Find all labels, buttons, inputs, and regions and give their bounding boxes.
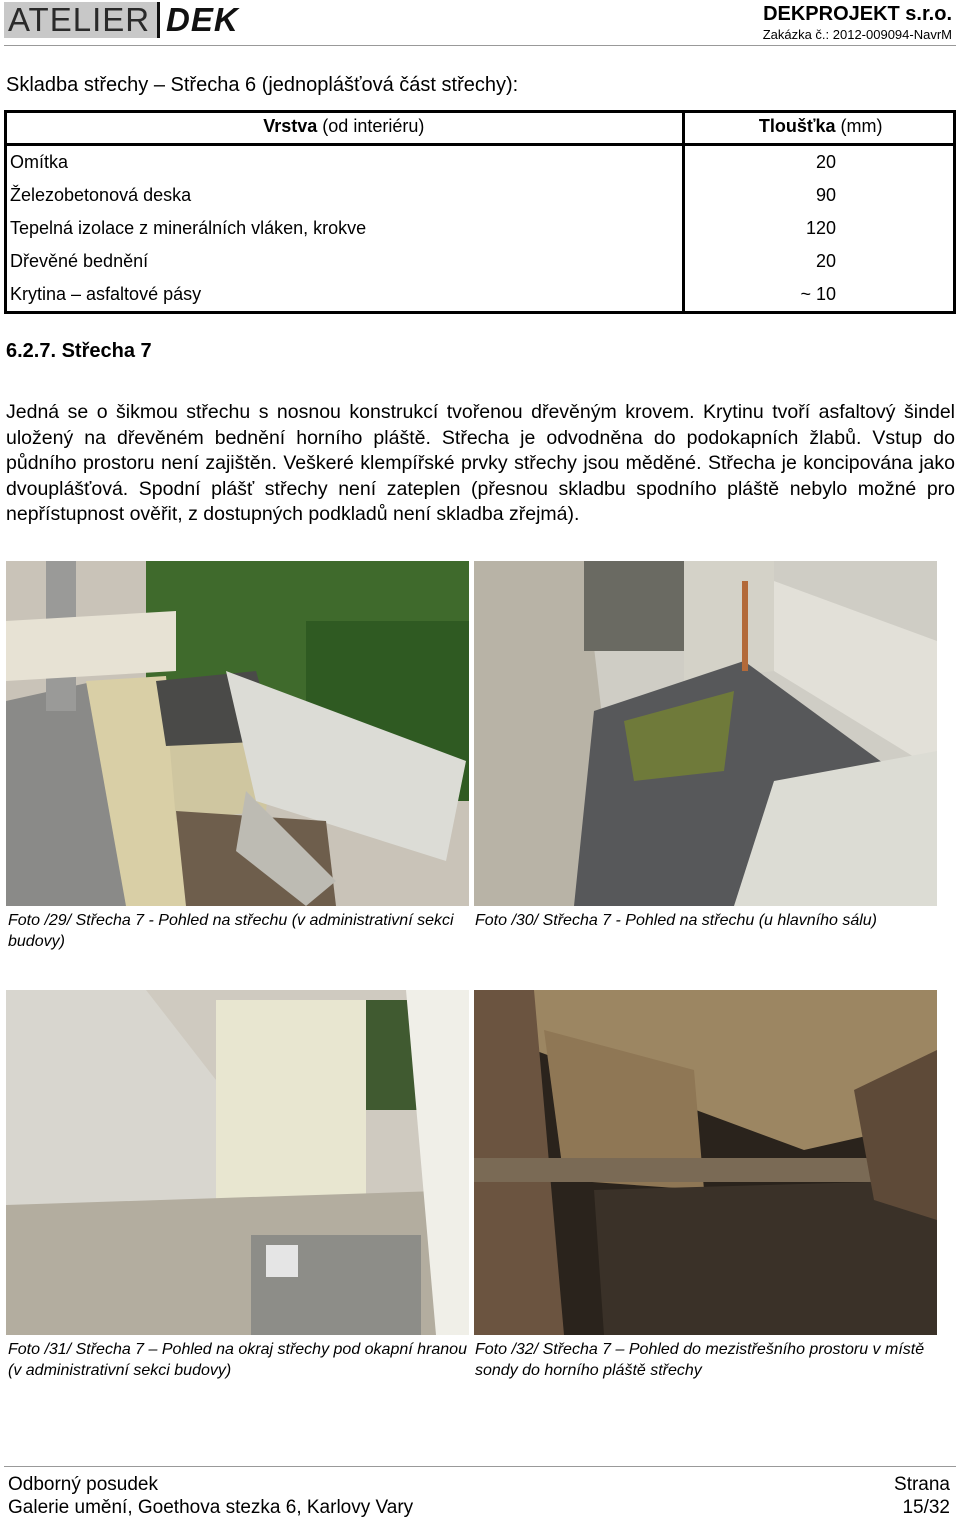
footer-divider <box>4 1466 956 1467</box>
photo-29-image <box>6 561 469 906</box>
table-row <box>4 212 956 245</box>
table-row <box>4 278 956 311</box>
company-name: DEKPROJEKT s.r.o. <box>763 3 952 25</box>
thickness-cell: 20 <box>684 245 956 278</box>
footer-page-label: Strana <box>894 1474 950 1495</box>
thickness-cell: 20 <box>684 145 956 180</box>
col-header-thickness: Tloušťka (mm) <box>684 110 956 145</box>
photo-31-image <box>6 990 469 1335</box>
table-row <box>4 245 956 278</box>
thickness-cell: 120 <box>684 212 956 245</box>
photo-31-caption: Foto /31/ Střecha 7 – Pohled na okraj střechy pod okapní hranou (v administrativní sekci budovy) <box>8 1341 467 1379</box>
col-header-layer: Vrstva (od interiéru) <box>4 110 684 145</box>
header-divider <box>4 45 956 46</box>
table-row <box>4 145 956 180</box>
layer-cell: Tepelná izolace z minerálních vláken, krokve <box>10 218 367 238</box>
order-number: Zakázka č.: 2012-009094-NavrM <box>762 27 952 42</box>
layer-cell: Omítka <box>10 152 69 172</box>
photo-30-image <box>474 561 937 906</box>
layers-table <box>4 110 956 311</box>
photo-30-caption: Foto /30/ Střecha 7 - Pohled na střechu (u hlavního sálu) <box>475 912 878 929</box>
photo-30-roof-hall <box>474 561 937 906</box>
subsection-title: 6.2.7. Střecha 7 <box>6 340 152 362</box>
table-row <box>4 179 956 212</box>
logo-dek-text: DEK <box>166 1 239 38</box>
thickness-cell: 90 <box>684 179 956 212</box>
layer-cell: Krytina – asfaltové pásy <box>10 284 202 304</box>
layer-cell: Železobetonová deska <box>10 185 192 205</box>
footer-document-type: Odborný posudek <box>8 1474 158 1495</box>
section-title: Skladba střechy – Střecha 6 (jednoplášťová část střechy): <box>6 74 519 96</box>
logo-atelier-text: ATELIER <box>4 2 160 38</box>
photo-31-roof-edge <box>6 990 469 1335</box>
thickness-cell: ~ 10 <box>684 278 956 311</box>
photo-29-roof-admin <box>6 561 469 906</box>
layer-cell: Dřevěné bednění <box>10 251 149 271</box>
photo-32-interstitial-space <box>474 990 937 1335</box>
photo-32-caption: Foto /32/ Střecha 7 – Pohled do mezistřešního prostoru v místě sondy do horního pláště střechy <box>475 1341 925 1379</box>
table-header-row <box>4 110 956 145</box>
footer-page-number: 15/32 <box>902 1497 950 1518</box>
atelier-dek-logo <box>4 2 252 38</box>
photo-32-image <box>474 990 937 1335</box>
description-paragraph: Jedná se o šikmou střechu s nosnou konstrukcí tvořenou dřevěným krovem. Krytinu tvoří asfaltový šindel uložený na dřevěném bednění horního pláště. Střecha je odvodněna do podokapních žlabů. Vstup do půdního prostoru není zajištěn. Veškeré klempířské prvky střechy jsou měděné. Střecha je koncipována jako dvouplášťová. Spodní plášť střechy není zateplen (přesnou skladbu spodního pláště nebylo možné pro nepřístupnost ověřit, z dostupných podkladů není skladba zřejmá). <box>6 401 955 525</box>
photo-29-caption: Foto /29/ Střecha 7 - Pohled na střechu (v administrativní sekci budovy) <box>8 912 454 950</box>
footer-address: Galerie umění, Goethova stezka 6, Karlovy Vary <box>8 1497 414 1518</box>
